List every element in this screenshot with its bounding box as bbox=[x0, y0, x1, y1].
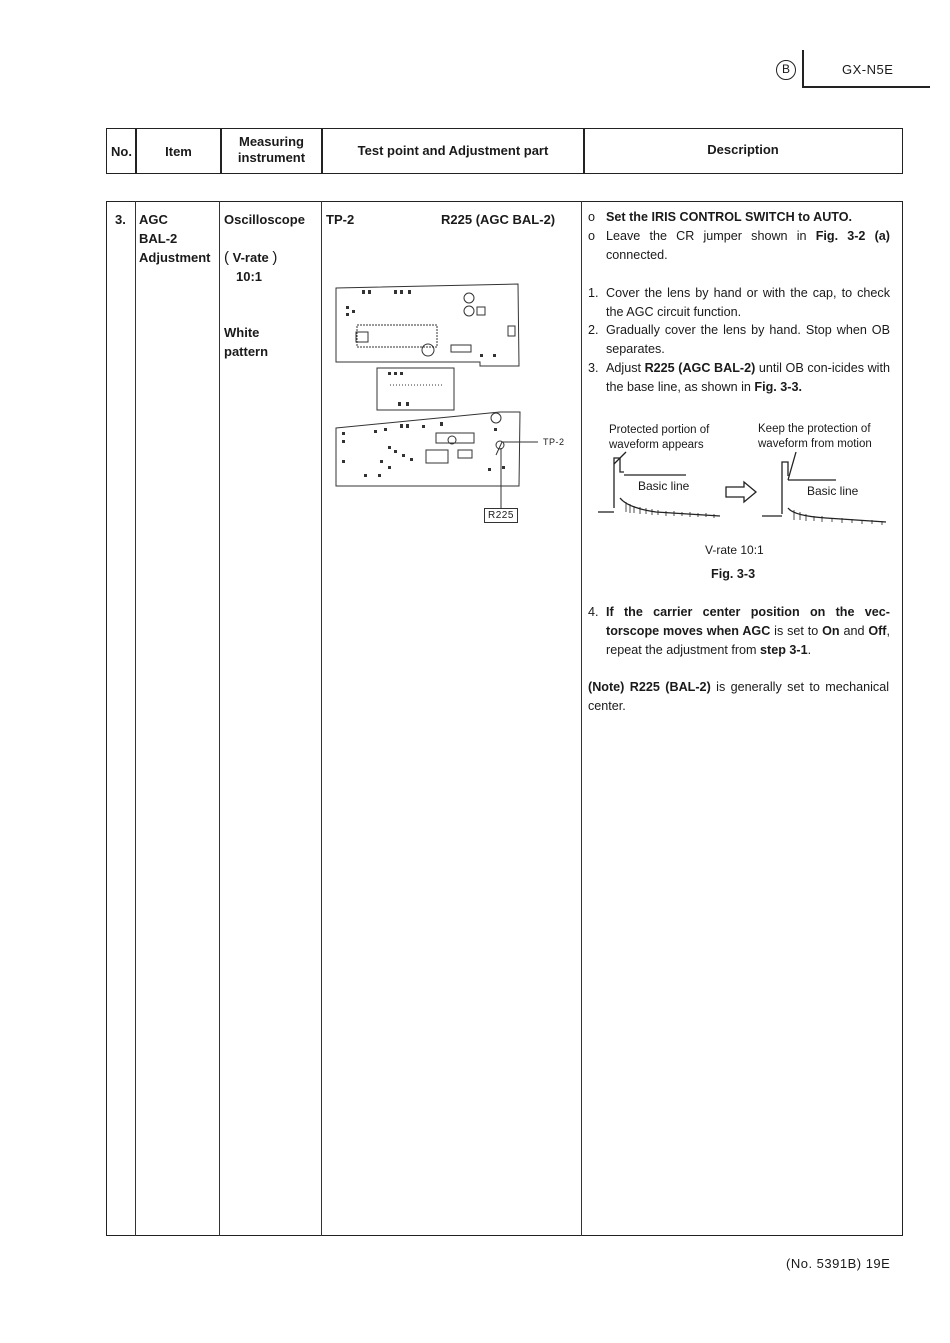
col-divider bbox=[581, 201, 582, 1236]
item-name: AGC BAL-2 Adjustment bbox=[139, 212, 211, 265]
desc-bullet-1: o Set the IRIS CONTROL SWITCH to AUTO. bbox=[588, 210, 853, 224]
adjust-part-label: R225 (AGC BAL-2) bbox=[441, 212, 556, 227]
desc-note: (Note) R225 (BAL-2) is generally set to mechanical center. bbox=[588, 680, 889, 713]
col-divider bbox=[321, 201, 322, 1236]
col-divider bbox=[135, 201, 136, 1236]
pcb-diagram bbox=[330, 280, 575, 530]
header-measuring-instrument: Measuring instrument bbox=[237, 134, 306, 165]
desc-step-3: 3. Adjust R225 (AGC BAL-2) until OB con-icides with the base line, as shown in Fig. 3-3. bbox=[588, 361, 890, 394]
instrument-name: Oscilloscope bbox=[224, 212, 305, 227]
header-description: Description bbox=[707, 142, 779, 157]
desc-bullet-2: o Leave the CR jumper shown in Fig. 3-2 (a) connected. bbox=[588, 229, 890, 262]
fig-basic-line-right: Basic line bbox=[807, 484, 859, 498]
fig-left-caption: Protected portion of waveform appears bbox=[609, 424, 710, 451]
tp2-callout: TP-2 bbox=[543, 437, 565, 447]
fig-title: Fig. 3-3 bbox=[711, 567, 756, 581]
page-number: (No. 5391B) 19E bbox=[786, 1256, 891, 1271]
header-item: Item bbox=[165, 144, 192, 159]
header-underline bbox=[802, 86, 930, 88]
r225-callout: R225 bbox=[484, 508, 518, 523]
header-test-point: Test point and Adjustment part bbox=[357, 143, 549, 158]
model-number: GX-N5E bbox=[842, 62, 894, 77]
fig-basic-line-left: Basic line bbox=[638, 479, 690, 493]
fig-vrate: V-rate 10:1 bbox=[705, 543, 764, 557]
test-point-label: TP-2 bbox=[326, 212, 355, 227]
desc-step-4: 4. If the carrier center position on the vec-torscope moves when AGC is set to On and Off, repeat the adjustment from step 3-1. bbox=[588, 605, 890, 657]
fig-right-caption: Keep the protection of waveform from motion bbox=[758, 423, 872, 450]
vrate-value: 10:1 bbox=[236, 269, 263, 284]
desc-step-2: 2. Gradually cover the lens by hand. Stop when OB separates. bbox=[588, 323, 890, 356]
section-badge: B bbox=[776, 60, 796, 80]
col-divider bbox=[219, 201, 220, 1236]
desc-step-1: 1. Cover the lens by hand or with the cap, to check the AGC circuit function. bbox=[588, 286, 890, 319]
header-no: No. bbox=[111, 144, 132, 159]
row-number: 3. bbox=[115, 212, 126, 227]
header-divider bbox=[802, 50, 804, 88]
vrate-setting: ( V-rate ) bbox=[224, 249, 278, 266]
test-pattern: White pattern bbox=[224, 325, 269, 359]
